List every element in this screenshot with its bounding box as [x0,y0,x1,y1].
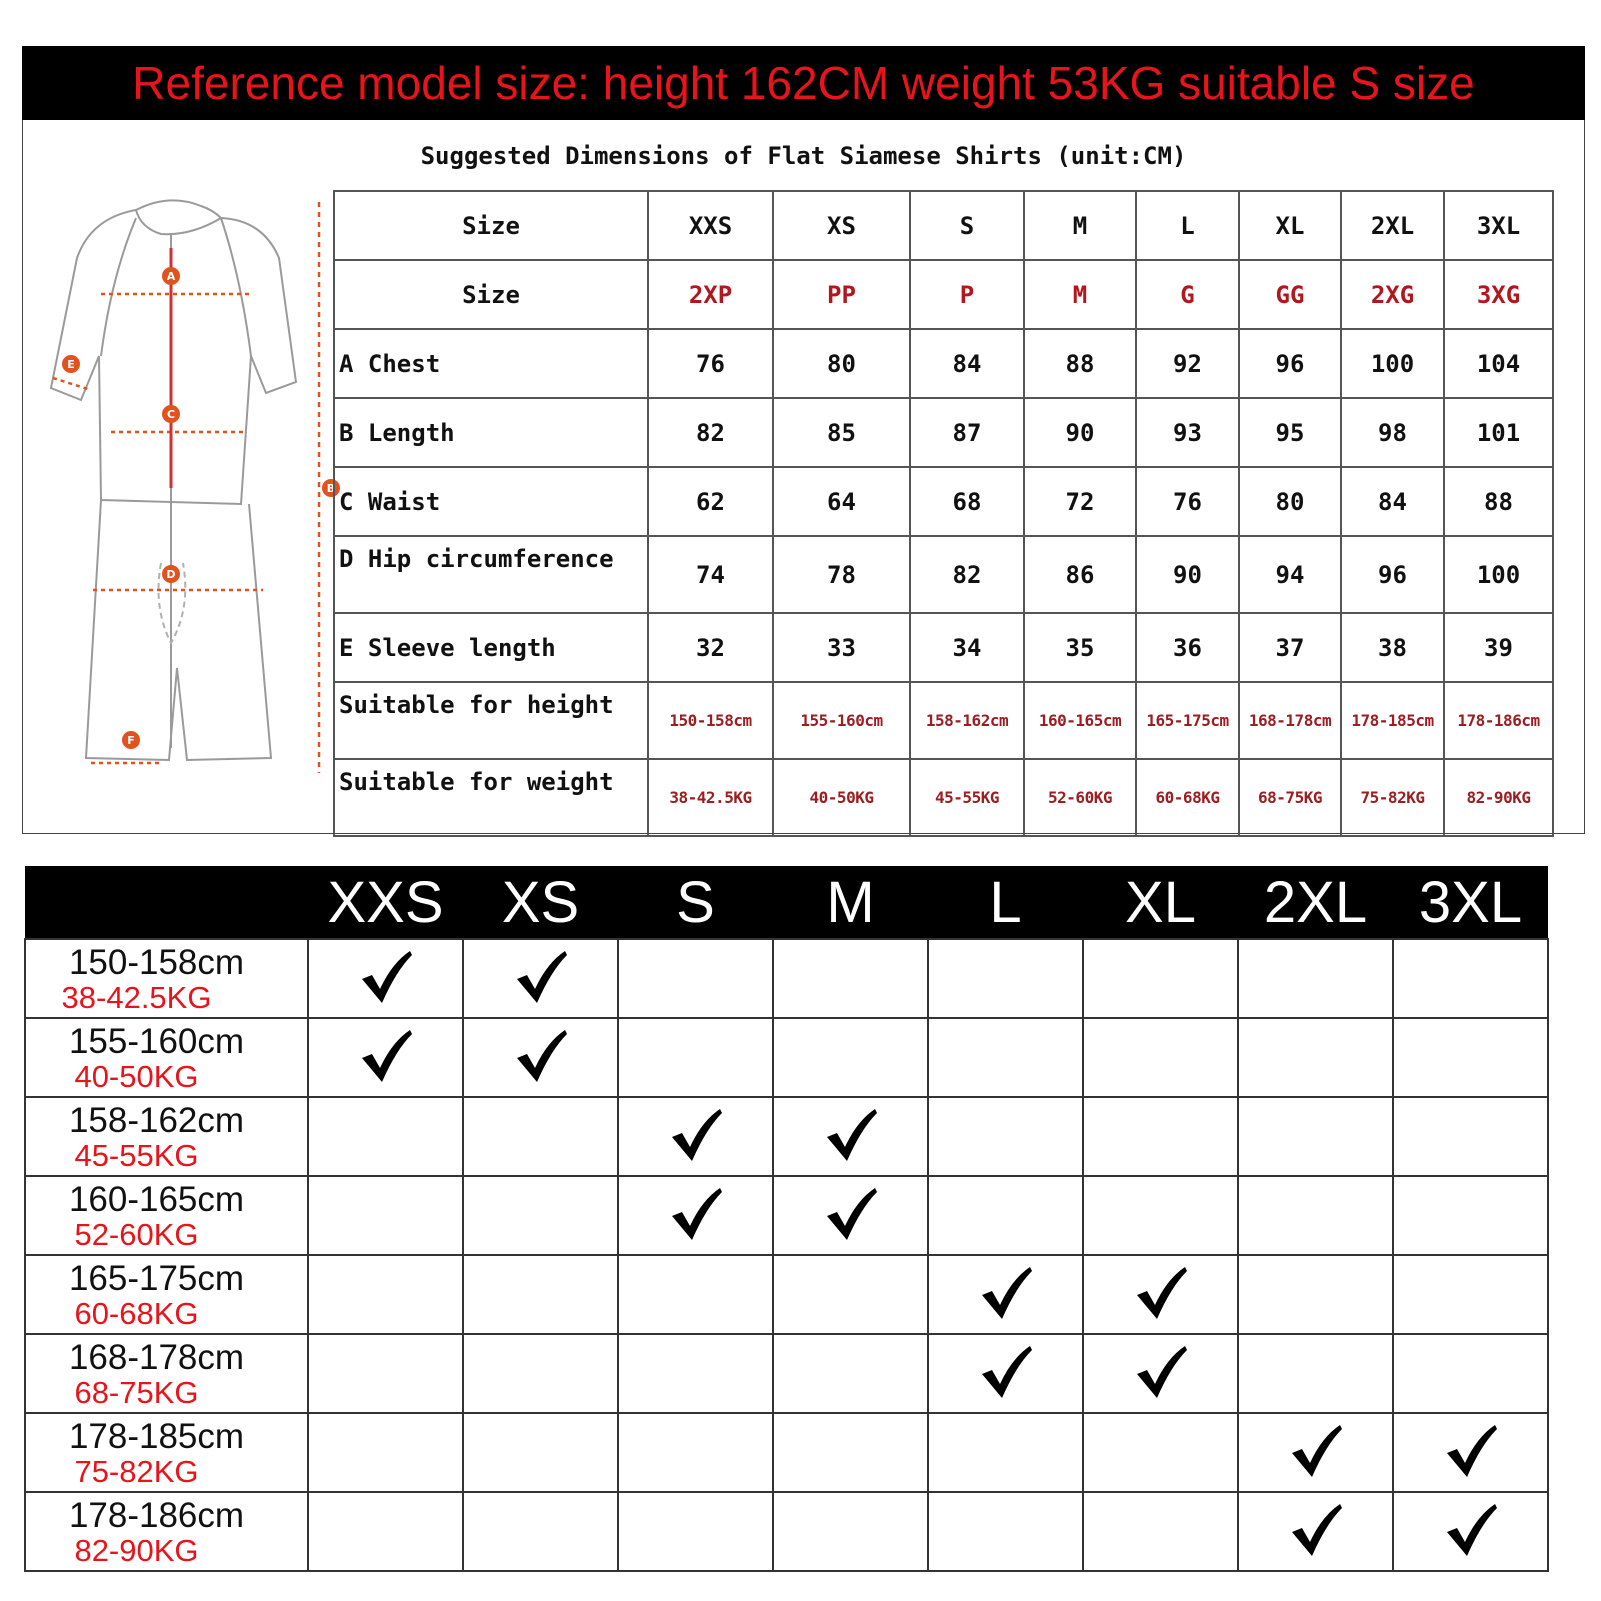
fit-cell [463,1255,618,1334]
fit-cell [928,1492,1083,1571]
table-cell: 76 [648,329,773,398]
fit-cell [1393,1018,1548,1097]
size-header: XS [463,866,618,939]
table-cell: 96 [1239,329,1341,398]
table-cell: 2XG [1341,260,1444,329]
weight-range: 38-42.5KG [61,979,212,1015]
table-cell: PP [773,260,910,329]
row-label: E Sleeve length [334,613,648,682]
table-cell: 178-186cm [1444,682,1553,759]
table-cell: 80 [773,329,910,398]
fit-cell [1238,1018,1393,1097]
height-range: 178-186cm [68,1495,245,1535]
range-label [25,1255,308,1334]
dimensions-panel [22,120,1585,834]
table-cell: 60-68KG [1136,759,1239,836]
banner: Reference model size: height 162CM weight 53KG suitable S size [22,46,1585,120]
height-range: 168-178cm [68,1337,245,1377]
fit-cell [308,1097,463,1176]
table-row [25,1176,1548,1255]
table-row [25,1413,1548,1492]
weight-range: 60-68KG [74,1295,199,1331]
size-header: 3XL [1393,866,1548,939]
check-icon [1288,1502,1344,1558]
check-icon [513,949,569,1005]
table-cell: XXS [648,191,773,260]
fit-cell [463,1334,618,1413]
table-cell: 80 [1239,467,1341,536]
table-cell: 100 [1444,536,1553,613]
table-cell: 68 [910,467,1024,536]
row-label: Size [334,260,648,329]
fit-cell [1238,1413,1393,1492]
fit-cell [1238,1492,1393,1571]
table-cell: 62 [648,467,773,536]
check-icon [358,1028,414,1084]
table-cell: 84 [910,329,1024,398]
fit-cell [773,1097,928,1176]
fit-cell [618,1255,773,1334]
weight-range: 75-82KG [74,1453,199,1489]
check-icon [1133,1344,1189,1400]
svg-text:A: A [166,270,176,283]
table-cell: L [1136,191,1239,260]
table-cell: 2XL [1341,191,1444,260]
table-cell: 90 [1024,398,1136,467]
check-icon [358,949,414,1005]
check-icon [668,1186,724,1242]
table-cell: 87 [910,398,1024,467]
table-cell: 95 [1239,398,1341,467]
range-label [25,1492,308,1571]
table-cell: 39 [1444,613,1553,682]
table-cell: XS [773,191,910,260]
fit-cell [1393,1097,1548,1176]
table-cell: G [1136,260,1239,329]
table-cell: 33 [773,613,910,682]
height-row [334,682,1553,759]
table-cell: 96 [1341,536,1444,613]
svg-text:D: D [166,568,176,581]
fit-cell [928,1097,1083,1176]
fit-cell [463,1176,618,1255]
fit-cell [773,1492,928,1571]
svg-text:E: E [67,358,75,371]
table-cell: P [910,260,1024,329]
height-range: 150-158cm [68,942,245,982]
size-header: M [773,866,928,939]
fit-cell [618,1176,773,1255]
chart-title: Suggested Dimensions of Flat Siamese Shirts (unit:CM) [420,142,1187,170]
table-cell: 93 [1136,398,1239,467]
check-icon [1443,1423,1499,1479]
dimensions-table [333,190,1554,837]
fit-cell [308,1018,463,1097]
svg-text:B: B [326,482,336,495]
fit-cell [463,1097,618,1176]
table-cell: 52-60KG [1024,759,1136,836]
check-icon [978,1344,1034,1400]
fit-cell [773,1334,928,1413]
table-cell: 150-158cm [648,682,773,759]
fit-cell [773,1413,928,1492]
size-header: S [618,866,773,939]
fit-cell [1083,1097,1238,1176]
fit-cell [1393,939,1548,1018]
fit-cell [618,1097,773,1176]
fit-cell [1238,1334,1393,1413]
table-cell: 90 [1136,536,1239,613]
table-cell: 82 [910,536,1024,613]
fit-cell [773,1176,928,1255]
measurement-row [334,613,1553,682]
size-header: XXS [308,866,463,939]
table-cell: XL [1239,191,1341,260]
size-header: L [928,866,1083,939]
row-label: C Waist [334,467,648,536]
table-row [25,1097,1548,1176]
fit-cell [1393,1492,1548,1571]
fit-cell [463,939,618,1018]
table-row [25,1018,1548,1097]
fit-cell [463,1018,618,1097]
size-header-row [334,191,1553,260]
fit-cell [1393,1334,1548,1413]
table-row [25,1334,1548,1413]
table-cell: 178-185cm [1341,682,1444,759]
fit-cell [463,1413,618,1492]
size-header: XL [1083,866,1238,939]
table-cell: 104 [1444,329,1553,398]
table-cell: 88 [1024,329,1136,398]
fit-cell [1393,1176,1548,1255]
height-range: 178-185cm [68,1416,245,1456]
fit-cell [773,1018,928,1097]
table-cell: 76 [1136,467,1239,536]
fit-cell [1083,1018,1238,1097]
fit-cell [928,939,1083,1018]
fit-cell [1083,1255,1238,1334]
table-cell: 168-178cm [1239,682,1341,759]
fit-cell [618,1334,773,1413]
fit-cell [308,1334,463,1413]
table-row [25,1255,1548,1334]
row-label: B Length [334,398,648,467]
height-range: 158-162cm [68,1100,245,1140]
table-cell: GG [1239,260,1341,329]
table-cell: 35 [1024,613,1136,682]
height-range: 160-165cm [68,1179,245,1219]
table-row [25,1492,1548,1571]
measurement-row [334,536,1553,613]
size-header: 2XL [1238,866,1393,939]
range-label [25,1176,308,1255]
table-cell: 38 [1341,613,1444,682]
table-cell: 32 [648,613,773,682]
table-cell: 34 [910,613,1024,682]
table-cell: 82-90KG [1444,759,1553,836]
row-label: Size [334,191,648,260]
table-cell: 68-75KG [1239,759,1341,836]
fit-cell [308,939,463,1018]
alt-size-row [334,260,1553,329]
table-cell: 86 [1024,536,1136,613]
row-label: D Hip circumference [334,536,648,613]
svg-text:C: C [166,408,176,421]
table-cell: 100 [1341,329,1444,398]
fit-cell [1083,939,1238,1018]
fit-cell [1083,1413,1238,1492]
fit-cell [463,1492,618,1571]
fit-cell [928,1255,1083,1334]
table-cell: 3XG [1444,260,1553,329]
weight-range: 40-50KG [74,1058,199,1094]
range-label [25,1334,308,1413]
table-cell: 88 [1444,467,1553,536]
row-label: Suitable for weight [334,759,648,836]
table-cell: M [1024,191,1136,260]
fit-table [24,866,1549,1572]
fit-cell [1083,1492,1238,1571]
table-cell: 36 [1136,613,1239,682]
fit-cell [773,1255,928,1334]
table-cell: 3XL [1444,191,1553,260]
table-cell: 72 [1024,467,1136,536]
svg-text:F: F [127,734,135,747]
fit-cell [1238,1255,1393,1334]
fit-cell [308,1492,463,1571]
table-cell: 94 [1239,536,1341,613]
fit-cell [1238,939,1393,1018]
fit-cell [928,1334,1083,1413]
table-cell: 101 [1444,398,1553,467]
fit-cell [1238,1176,1393,1255]
table-cell: 45-55KG [910,759,1024,836]
table-cell: 78 [773,536,910,613]
weight-range: 68-75KG [74,1374,199,1410]
range-label [25,1413,308,1492]
fit-cell [308,1176,463,1255]
check-icon [668,1107,724,1163]
fit-cell [1238,1097,1393,1176]
measurement-row [334,398,1553,467]
range-label [25,1097,308,1176]
table-cell: 98 [1341,398,1444,467]
check-icon [978,1265,1034,1321]
fit-cell [618,1492,773,1571]
table-cell: 158-162cm [910,682,1024,759]
table-cell: 82 [648,398,773,467]
table-cell: 85 [773,398,910,467]
table-row [25,939,1548,1018]
fit-cell [618,1018,773,1097]
table-cell: 40-50KG [773,759,910,836]
table-cell: 37 [1239,613,1341,682]
fit-cell [773,939,928,1018]
height-range: 165-175cm [68,1258,245,1298]
range-label [25,1018,308,1097]
check-icon [1288,1423,1344,1479]
check-icon [1443,1502,1499,1558]
table-cell: 38-42.5KG [648,759,773,836]
weight-range: 45-55KG [74,1137,199,1173]
weight-range: 52-60KG [74,1216,199,1252]
measurement-row [334,329,1553,398]
fit-cell [1393,1413,1548,1492]
table-cell: 160-165cm [1024,682,1136,759]
fit-cell [928,1018,1083,1097]
fit-cell [1393,1255,1548,1334]
check-icon [513,1028,569,1084]
fit-cell [618,1413,773,1492]
range-label [25,939,308,1018]
weight-row [334,759,1553,836]
table-cell: S [910,191,1024,260]
row-label: A Chest [334,329,648,398]
table-cell: 75-82KG [1341,759,1444,836]
table-cell: 165-175cm [1136,682,1239,759]
table-cell: 92 [1136,329,1239,398]
fit-cell [308,1255,463,1334]
fit-cell [618,939,773,1018]
fit-cell [928,1176,1083,1255]
table-cell: 84 [1341,467,1444,536]
table-cell: 64 [773,467,910,536]
row-label: Suitable for height [334,682,648,759]
corner-cell [25,866,308,939]
check-icon [823,1186,879,1242]
check-icon [823,1107,879,1163]
table-cell: 155-160cm [773,682,910,759]
table-cell: 74 [648,536,773,613]
fit-cell [308,1413,463,1492]
fit-cell [1083,1334,1238,1413]
check-icon [1133,1265,1189,1321]
suit-diagram [41,188,351,838]
fit-cell [1083,1176,1238,1255]
height-range: 155-160cm [68,1021,245,1061]
weight-range: 82-90KG [74,1532,199,1568]
fit-cell [928,1413,1083,1492]
measurement-row [334,467,1553,536]
table-cell: 2XP [648,260,773,329]
table-cell: M [1024,260,1136,329]
